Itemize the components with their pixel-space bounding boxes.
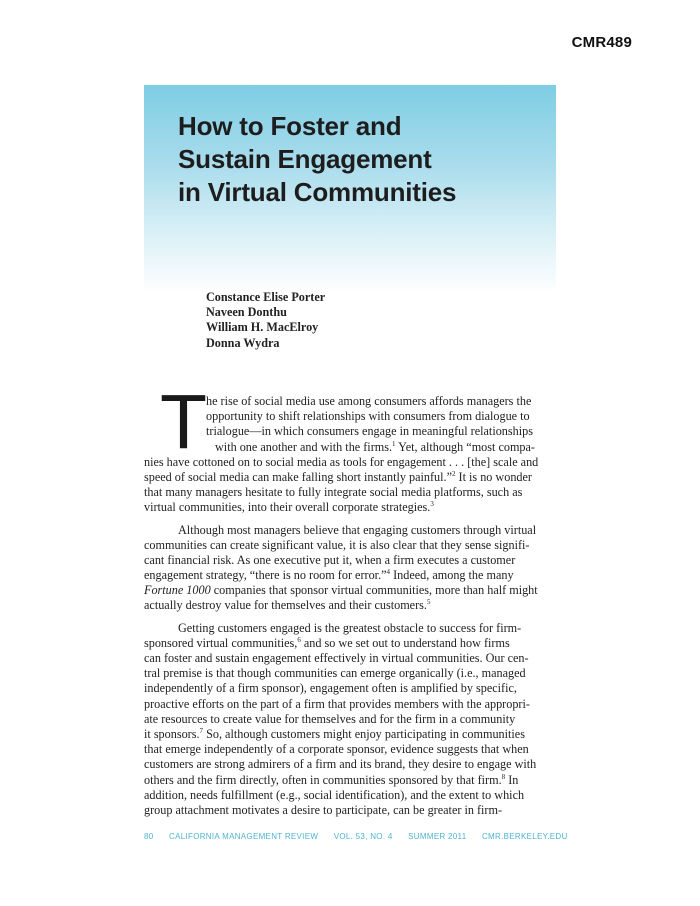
text-run: companies that sponsor virtual communities, more than half might [210,583,538,598]
footnote-ref: 1 [392,439,396,448]
text-line [144,773,556,788]
text-run: Yet, although “most compa- [395,439,535,454]
text-line: that many managers hesitate to fully integrate social media platforms, such as [144,485,523,500]
text-line: tral premise is that though communities can emerge organically (i.e., managed [144,666,526,681]
text-run: Indeed, among the many [390,568,514,583]
text-run: So, although customers might enjoy participating in communities [203,726,525,741]
text-line [144,568,556,583]
text-line: Getting customers engaged is the greatest obstacle to success for firm- [178,620,522,635]
footnote-ref: 3 [430,500,434,509]
text-line [144,583,556,598]
issue-date: SUMMER 2011 [408,832,467,841]
text-line: customers are strong admirers of a firm and its brand, they desire to engage with [144,757,537,772]
footnote-ref: 4 [386,568,391,577]
text-line: that emerge independently of a corporate sponsor, evidence suggests that when [144,742,529,757]
text-line: independently of a firm sponsor), engagement often is amplified by specific, [144,681,517,696]
text-line: proactive efforts on the part of a firm that provides members with the appropri- [144,696,530,711]
text-run: actually destroy value for themselves and their customers. [144,598,427,613]
text-run: it sponsors. [144,726,200,741]
text-line: can foster and sustain engagement effectively in virtual communities. Our cen- [144,651,529,665]
title-line: in Virtual Communities [178,177,457,207]
italic-run: Fortune 1000 [144,583,211,598]
article-code: CMR489 [571,34,632,51]
text-run: with one another and with the firms. [215,439,393,454]
author-name: William H. MacElroy [206,320,319,335]
author-list [206,290,325,351]
text-line: addition, needs fulfillment (e.g., social identification), and the extent to which [144,787,525,802]
text-line [144,470,556,485]
title-line: How to Foster and [178,111,402,141]
text-line: cant financial risk. As one executive put it, when a firm executes a customer [144,552,516,567]
text-run: sponsored virtual communities, [144,635,298,650]
text-run: speed of social media can make falling short instantly painful.” [144,469,452,484]
volume-info: VOL. 53, NO. 4 [333,832,393,841]
footnote-ref: 8 [501,772,506,781]
text-run: others and the firm directly, often in communities sponsored by that firm. [144,772,502,787]
footnote-ref: 5 [426,598,431,607]
journal-site: CMR.BERKELEY.EDU [481,832,568,841]
page-number: 80 [144,832,154,841]
text-line: trialogue—in which consumers engage in meaningful relationships [206,424,533,439]
paragraph-2 [144,523,556,614]
text-line [144,727,556,742]
author-name: Donna Wydra [206,335,280,350]
footnote-ref: 6 [297,635,301,644]
text-line: he rise of social media use among consumers affords managers the [206,394,532,408]
footnote-ref: 2 [451,469,456,478]
page-footer [144,832,581,841]
article-body [144,394,556,818]
text-line [144,598,556,613]
journal-name: CALIFORNIA MANAGEMENT REVIEW [169,832,319,841]
title-line: Sustain Engagement [178,144,432,174]
footnote-ref: 7 [199,726,204,735]
text-line: communities can create significant value, it is also clear that they sense signifi- [144,537,530,552]
text-line [144,440,556,455]
paragraph-1 [144,394,556,516]
text-run: virtual communities, into their overall corporate strategies. [144,500,431,515]
author-name: Constance Elise Porter [206,290,326,304]
text-line: Although most managers believe that engaging customers through virtual [178,522,537,537]
text-line: nies have cottoned on to social media as tools for engagement . . . [the] scale and [144,454,539,469]
text-line: opportunity to shift relationships with consumers from dialogue to [206,409,530,424]
article-title [178,110,456,209]
text-run: and so we set out to understand how firms [300,635,510,650]
paragraph-3 [144,621,556,818]
text-line [144,636,556,651]
text-line: group attachment motivates a desire to participate, can be greater in firm- [144,802,503,817]
text-line [144,500,556,515]
drop-cap: T [160,379,208,465]
text-run: In [505,772,519,787]
text-run: It is no wonder [455,469,532,484]
text-line: ate resources to create value for themselves and for the firm in a community [144,711,516,726]
author-name: Naveen Donthu [206,305,287,320]
text-run: engagement strategy, “there is no room for error.” [144,568,387,583]
